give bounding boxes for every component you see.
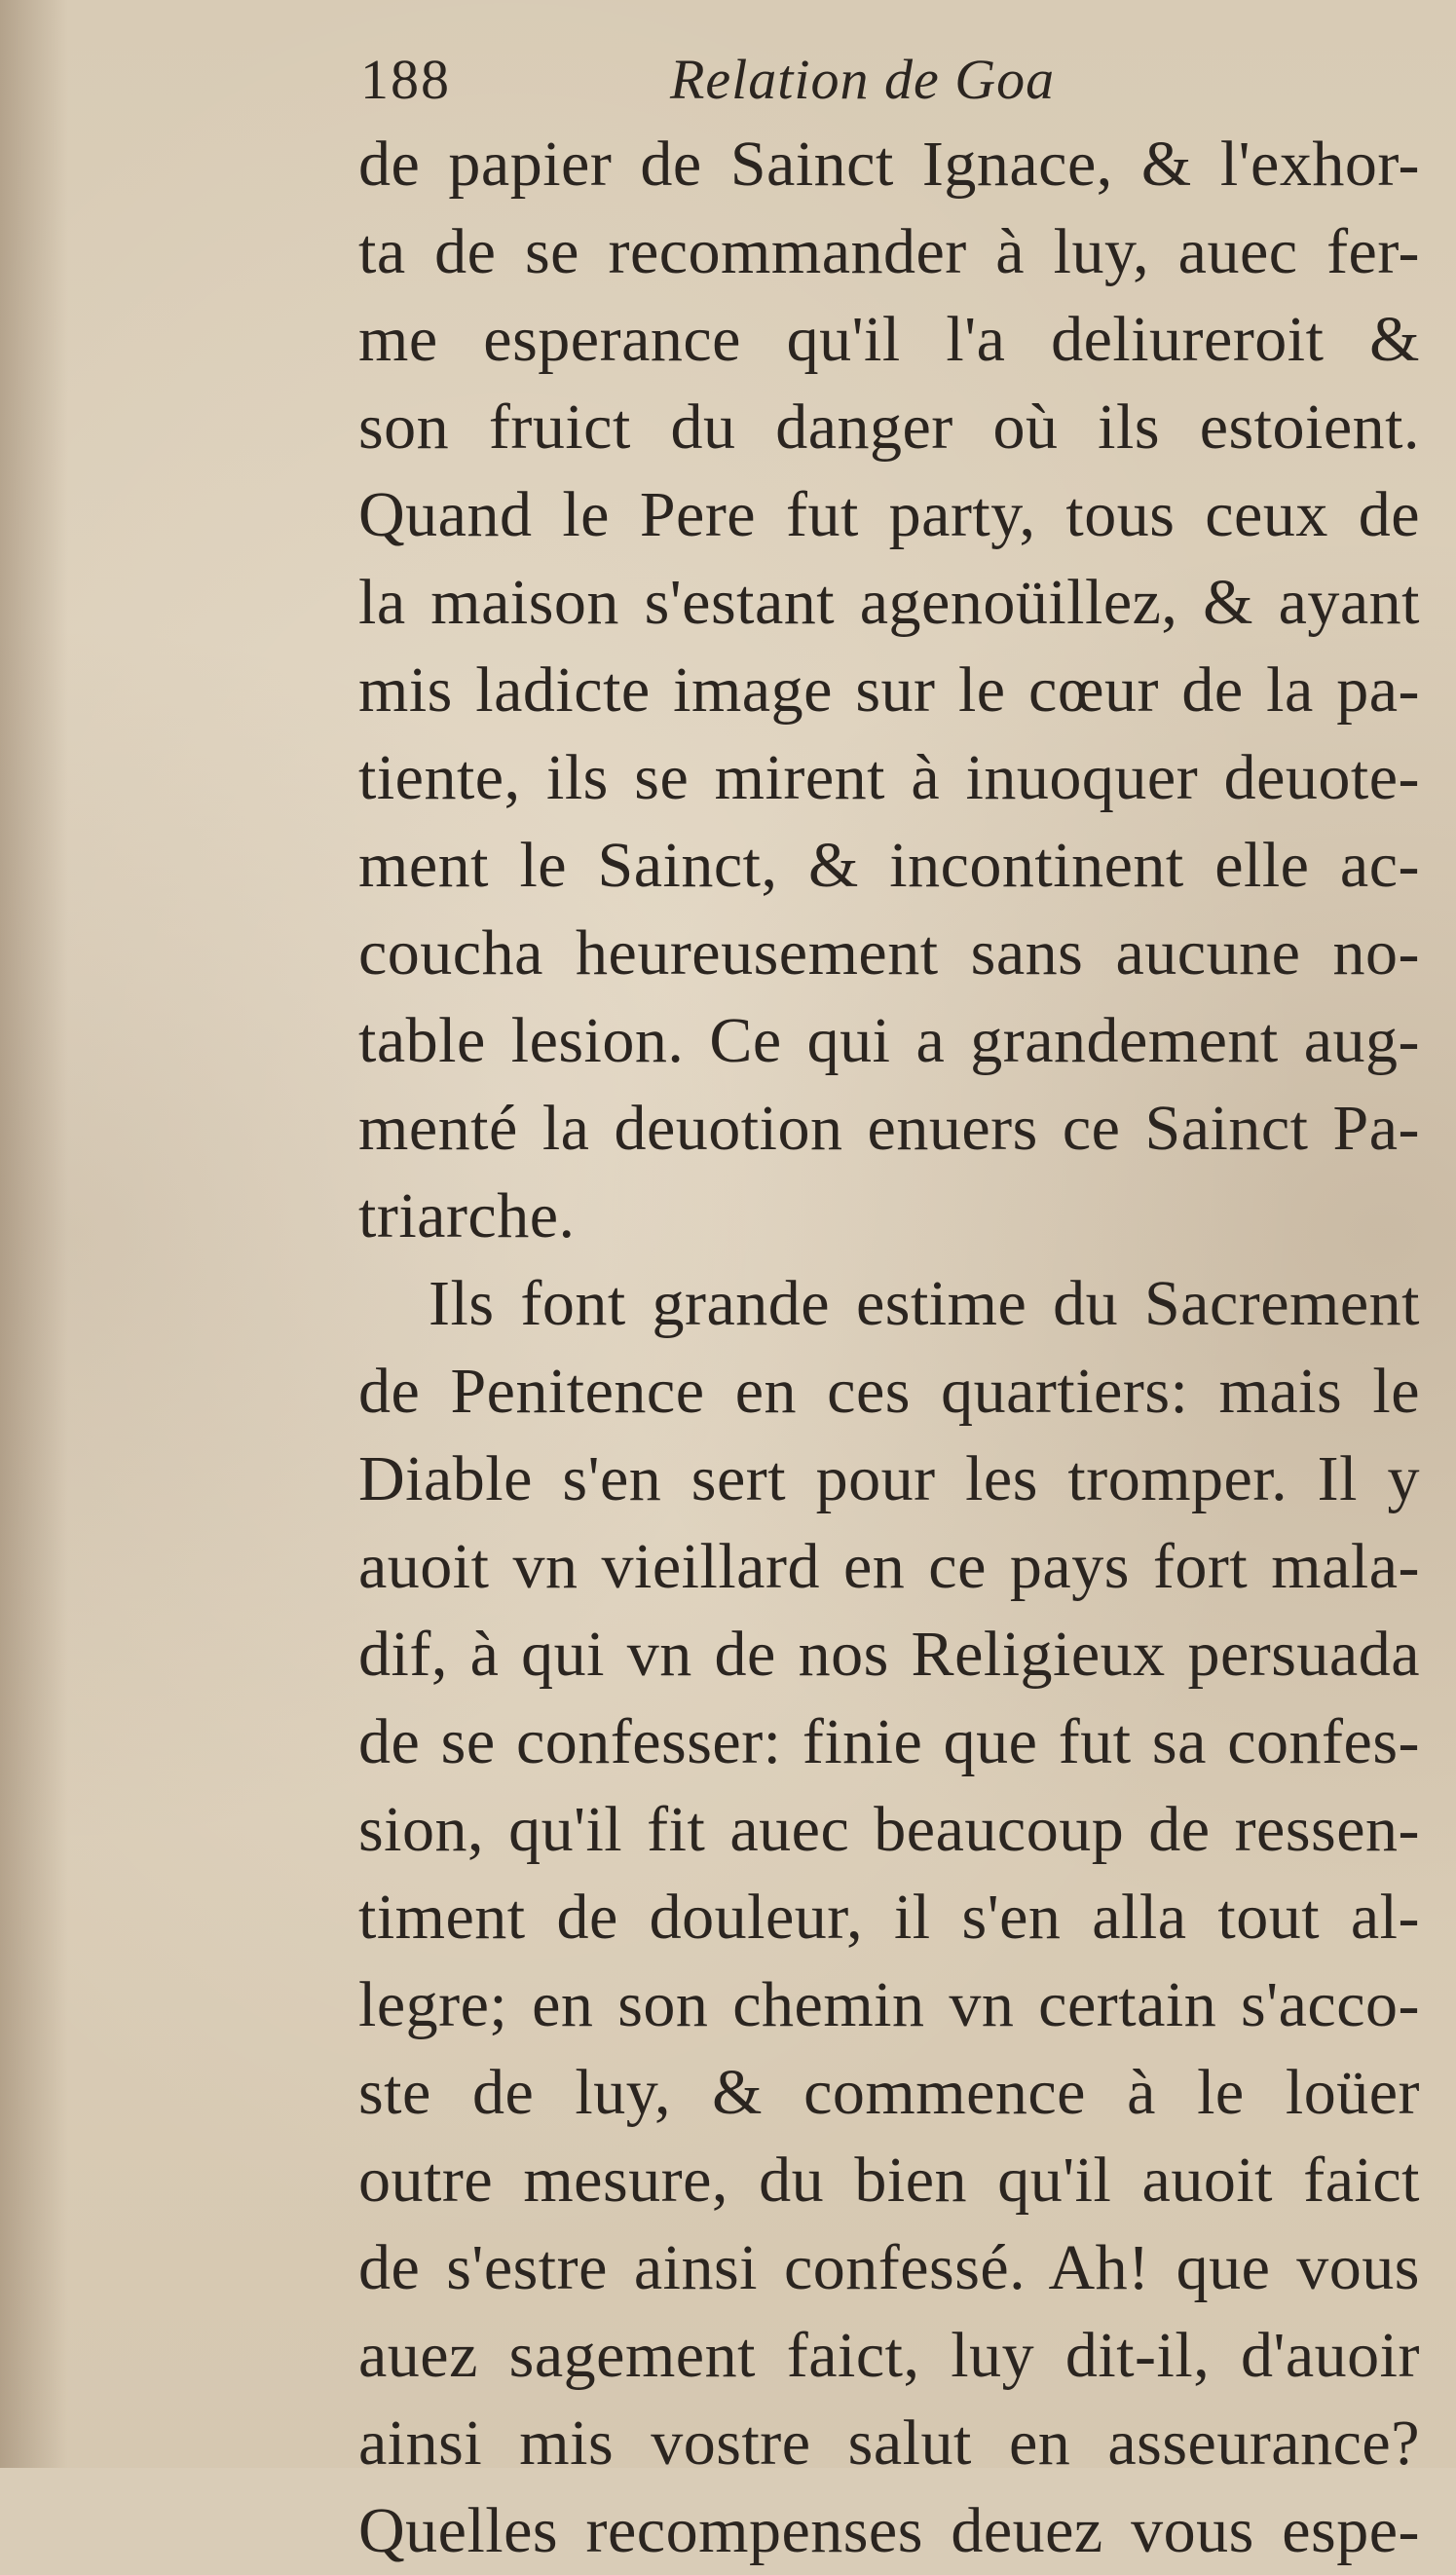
running-title: Relation de Goa bbox=[670, 48, 1056, 111]
text-line: son fruict du danger où ils estoient. bbox=[358, 392, 1420, 463]
text-line: Ils font grande estime du Sacrement bbox=[429, 1268, 1420, 1339]
text-line: menté la deuotion enuers ce Sainct Pa- bbox=[358, 1093, 1420, 1164]
page-edge-shadow bbox=[0, 0, 68, 2468]
text-line: la maison s'estant agenoüillez, & ayant bbox=[358, 567, 1420, 638]
text-line: de Penitence en ces quartiers: mais le bbox=[358, 1356, 1420, 1427]
text-line: mis ladicte image sur le cœur de la pa- bbox=[358, 654, 1420, 726]
text-line: timent de douleur, il s'en alla tout al- bbox=[358, 1882, 1420, 1953]
text-line: auez sagement faict, luy dit-il, d'auoir bbox=[358, 2320, 1420, 2391]
text-line: triarche. bbox=[358, 1180, 576, 1251]
text-line: legre; en son chemin vn certain s'acco- bbox=[358, 1969, 1420, 2040]
text-line: Diable s'en sert pour les tromper. Il y bbox=[358, 1443, 1420, 1514]
text-line: Quelles recompenses deuez vous espe- bbox=[358, 2495, 1420, 2566]
text-line: tiente, ils se mirent à inuoquer deuote- bbox=[358, 742, 1420, 813]
text-line: coucha heureusement sans aucune no- bbox=[358, 917, 1420, 989]
text-line: me esperance qu'il l'a deliureroit & bbox=[358, 304, 1420, 375]
text-line: ste de luy, & commence à le loüer bbox=[358, 2057, 1420, 2128]
page-number: 188 bbox=[360, 48, 451, 111]
text-line: dif, à qui vn de nos Religieux persuada bbox=[358, 1619, 1420, 1690]
text-block bbox=[358, 39, 1420, 2575]
text-line: ment le Sainct, & incontinent elle ac- bbox=[358, 830, 1420, 901]
text-line: de s'estre ainsi confessé. Ah! que vous bbox=[358, 2232, 1420, 2303]
text-line: sion, qu'il fit auec beaucoup de ressen- bbox=[358, 1794, 1420, 1865]
body-text bbox=[358, 121, 1420, 2575]
text-line: ta de se recommander à luy, auec fer- bbox=[358, 216, 1420, 287]
text-line: de papier de Sainct Ignace, & l'exhor- bbox=[358, 129, 1420, 200]
text-line: Quand le Pere fut party, tous ceux de bbox=[358, 479, 1420, 550]
text-line: outre mesure, du bien qu'il auoit faict bbox=[358, 2145, 1420, 2216]
text-line: ainsi mis vostre salut en asseurance? bbox=[358, 2407, 1420, 2479]
text-line: de se confesser: finie que fut sa confes- bbox=[358, 1706, 1420, 1777]
running-head bbox=[358, 39, 1420, 121]
text-line: auoit vn vieillard en ce pays fort mala- bbox=[358, 1531, 1420, 1602]
text-line: table lesion. Ce qui a grandement aug- bbox=[358, 1005, 1420, 1076]
